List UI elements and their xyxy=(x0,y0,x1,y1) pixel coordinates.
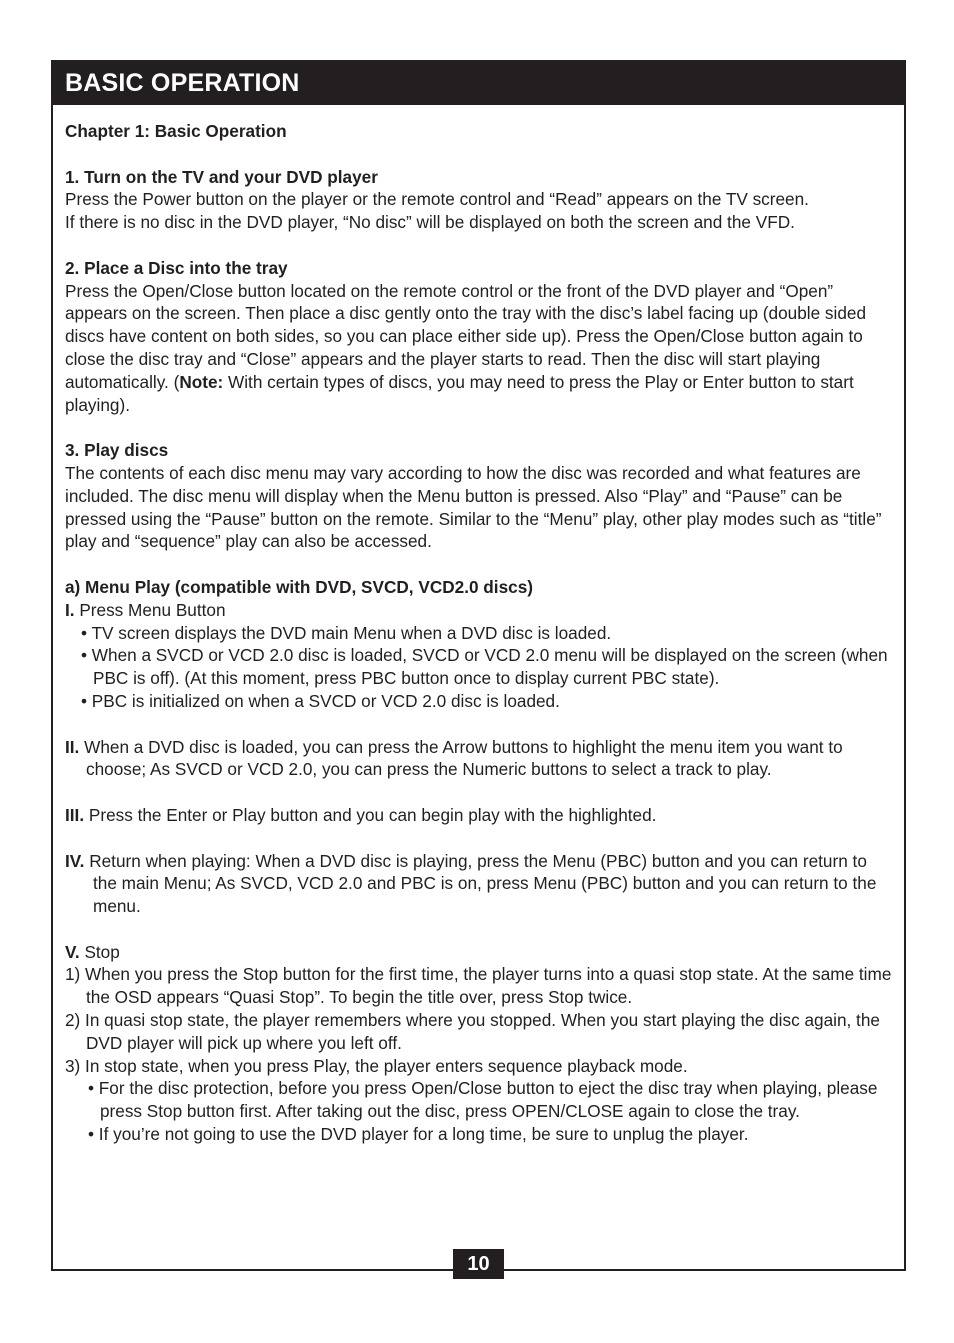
step-V xyxy=(65,941,894,964)
menu-play-heading: a) Menu Play (compatible with DVD, SVCD, VCD2.0 discs) xyxy=(65,576,533,597)
chapter-title: Chapter 1: Basic Operation xyxy=(65,121,287,141)
section-3-heading: 3. Play discs xyxy=(65,440,169,461)
section-3-paragraph: The contents of each disc menu may vary according to how the disc was recorded and what features are included. The disc menu will display when the Menu button is pressed. Also “Play” and “Pause” can be pressed using the “Pause” button on the remote. Similar to the “Menu” play, other play modes such as “title” play and “sequence” play can also be accessed. xyxy=(65,462,882,552)
section-2-heading: 2. Place a Disc into the tray xyxy=(65,257,288,278)
step-III-text: Press the Enter or Play button and you can begin play with the highlighted. xyxy=(84,804,657,825)
step-III xyxy=(65,804,894,827)
stop-item: 3) In stop state, when you press Play, the player enters sequence playback mode. xyxy=(65,1055,688,1076)
step-IV xyxy=(65,850,894,918)
step-III-label: III. xyxy=(65,804,85,825)
stop-bullet: • For the disc protection, before you press Open/Close button to eject the disc tray when playing, please press Stop button first. After taking out the disc, press OPEN/CLOSE again to close the tray. xyxy=(88,1078,878,1122)
stop-item: 2) In quasi stop state, the player remembers where you stopped. When you start playing the disc again, the DVD player will pick up where you left off. xyxy=(65,1010,880,1053)
page-content xyxy=(65,120,894,1146)
step-I-bullet: • TV screen displays the DVD main Menu when a DVD disc is loaded. xyxy=(81,622,612,643)
step-II-text: When a DVD disc is loaded, you can press the Arrow buttons to highlight the menu item you want to choose; As SVCD or VCD 2.0, you can press the Numeric buttons to select a track to play. xyxy=(79,736,843,780)
step-V-label: V. xyxy=(65,941,80,962)
page-number: 10 xyxy=(453,1249,504,1279)
step-I-text: Press Menu Button xyxy=(74,599,226,620)
section-2-paragraph xyxy=(65,280,894,417)
step-V-text: Stop xyxy=(79,941,120,962)
step-I-bullet: • PBC is initialized on when a SVCD or VCD 2.0 disc is loaded. xyxy=(81,690,560,711)
section-2-text: Press the Open/Close button located on the remote control or the front of the DVD player and “Open” appears on the screen. Then place a disc gently onto the tray with the disc’s label facing up (double sided discs have content on both sides, so you can place either side up). Press the Open/Close button again to close the disc tray and “Close” appears and the player starts to read. Then the disc will start playing automatically. ( xyxy=(65,280,866,392)
section-1-heading: 1. Turn on the TV and your DVD player xyxy=(65,166,378,187)
step-II-label: II. xyxy=(65,736,80,757)
stop-bullet: • If you’re not going to use the DVD player for a long time, be sure to unplug the player. xyxy=(88,1124,749,1145)
step-I-label: I. xyxy=(65,599,75,620)
step-II xyxy=(65,736,894,782)
step-IV-label: IV. xyxy=(65,850,85,871)
stop-item: 1) When you press the Stop button for the first time, the player turns into a quasi stop state. At the same time the OSD appears “Quasi Stop”. To begin the title over, press Stop twice. xyxy=(65,964,892,1008)
note-label: Note: xyxy=(179,371,224,392)
step-IV-text: Return when playing: When a DVD disc is playing, press the Menu (PBC) button and you can return to the main Menu; As SVCD, VCD 2.0 and PBC is on, press Menu (PBC) button and you can return to the menu. xyxy=(84,850,877,917)
step-I xyxy=(65,599,894,622)
page-title: BASIC OPERATION xyxy=(65,69,300,97)
page-frame xyxy=(51,60,906,1271)
section-2-note-text: With certain types of discs, you may need to press the Play or Enter button to start playing). xyxy=(65,371,854,415)
step-I-bullet: • When a SVCD or VCD 2.0 disc is loaded, SVCD or VCD 2.0 menu will be displayed on the screen (when PBC is off). (At this moment, press PBC button once to display current PBC state). xyxy=(81,645,888,689)
section-header-bar xyxy=(53,62,904,105)
section-1-line-1: Press the Power button on the player or the remote control and “Read” appears on the TV screen. xyxy=(65,189,809,210)
section-1-line-2: If there is no disc in the DVD player, “No disc” will be displayed on both the screen and the VFD. xyxy=(65,212,795,233)
